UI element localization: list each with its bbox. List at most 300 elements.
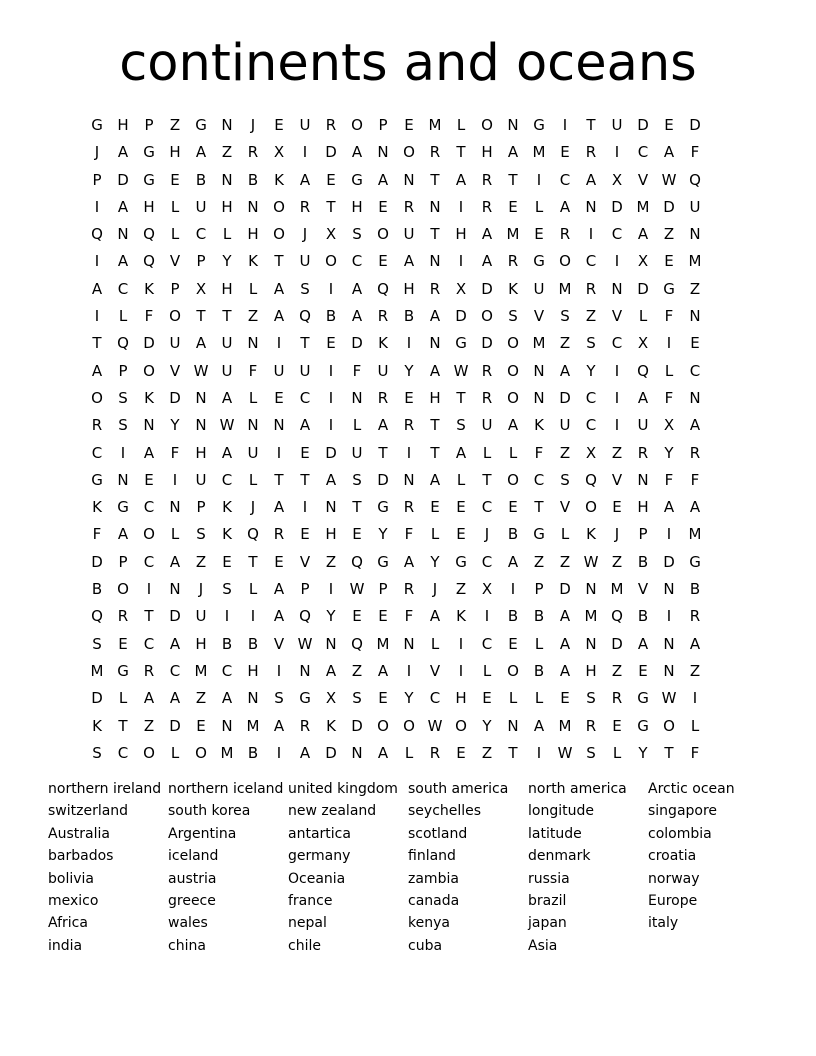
- grid-cell[interactable]: E: [196, 716, 206, 735]
- grid-cell[interactable]: D: [91, 552, 103, 571]
- grid-cell[interactable]: R: [585, 279, 597, 298]
- grid-cell[interactable]: S: [92, 743, 102, 762]
- grid-cell[interactable]: A: [689, 416, 701, 435]
- grid-cell[interactable]: N: [507, 116, 519, 134]
- grid-cell[interactable]: I: [276, 661, 282, 680]
- grid-cell[interactable]: A: [117, 252, 129, 271]
- grid-cell[interactable]: B: [533, 661, 545, 680]
- grid-cell[interactable]: J: [94, 143, 100, 162]
- grid-cell[interactable]: H: [429, 388, 441, 407]
- grid-cell[interactable]: C: [689, 361, 701, 380]
- grid-cell[interactable]: S: [92, 634, 102, 653]
- grid-cell[interactable]: W: [661, 689, 677, 708]
- grid-cell[interactable]: X: [637, 252, 649, 271]
- grid-cell[interactable]: S: [352, 225, 362, 244]
- grid-cell[interactable]: O: [507, 361, 519, 380]
- grid-cell[interactable]: D: [351, 716, 363, 735]
- grid-cell[interactable]: H: [455, 225, 467, 244]
- grid-cell[interactable]: L: [404, 743, 414, 762]
- grid-cell[interactable]: I: [328, 416, 334, 435]
- grid-cell[interactable]: M: [532, 143, 546, 162]
- grid-cell[interactable]: A: [377, 416, 389, 435]
- grid-cell[interactable]: E: [456, 743, 466, 762]
- grid-cell[interactable]: Y: [222, 252, 232, 271]
- grid-cell[interactable]: Z: [221, 143, 233, 162]
- grid-cell[interactable]: I: [302, 143, 308, 162]
- grid-cell[interactable]: Q: [351, 552, 363, 571]
- grid-cell[interactable]: D: [689, 116, 701, 134]
- grid-cell[interactable]: L: [248, 388, 258, 407]
- grid-cell[interactable]: E: [404, 388, 414, 407]
- grid-cell[interactable]: T: [430, 225, 440, 244]
- grid-cell[interactable]: M: [376, 634, 390, 653]
- grid-cell[interactable]: J: [432, 580, 438, 599]
- grid-cell[interactable]: F: [690, 743, 700, 762]
- grid-cell[interactable]: I: [94, 252, 100, 271]
- grid-cell[interactable]: A: [143, 443, 155, 462]
- grid-cell[interactable]: Q: [247, 525, 259, 544]
- grid-cell[interactable]: Z: [689, 661, 701, 680]
- grid-cell[interactable]: R: [481, 388, 493, 407]
- grid-cell[interactable]: V: [637, 580, 649, 599]
- grid-cell[interactable]: B: [91, 580, 103, 599]
- grid-cell[interactable]: P: [118, 361, 128, 380]
- grid-cell[interactable]: O: [403, 716, 415, 735]
- grid-cell[interactable]: Z: [585, 307, 597, 326]
- grid-cell[interactable]: G: [377, 552, 389, 571]
- grid-cell[interactable]: A: [169, 552, 181, 571]
- grid-cell[interactable]: H: [403, 279, 415, 298]
- grid-cell[interactable]: L: [170, 525, 180, 544]
- grid-cell[interactable]: N: [273, 416, 285, 435]
- grid-cell[interactable]: I: [614, 388, 620, 407]
- grid-cell[interactable]: I: [172, 470, 178, 489]
- grid-cell[interactable]: I: [94, 197, 100, 216]
- grid-cell[interactable]: Z: [351, 661, 363, 680]
- grid-cell[interactable]: A: [299, 416, 311, 435]
- grid-cell[interactable]: D: [351, 334, 363, 353]
- grid-cell[interactable]: A: [455, 443, 467, 462]
- grid-cell[interactable]: R: [403, 580, 415, 599]
- grid-cell[interactable]: L: [508, 689, 518, 708]
- grid-cell[interactable]: N: [611, 279, 623, 298]
- grid-cell[interactable]: I: [562, 116, 568, 134]
- grid-cell[interactable]: A: [273, 580, 285, 599]
- grid-cell[interactable]: V: [169, 361, 181, 380]
- grid-cell[interactable]: Z: [169, 116, 181, 134]
- grid-cell[interactable]: D: [559, 580, 571, 599]
- grid-cell[interactable]: G: [117, 498, 129, 517]
- grid-cell[interactable]: L: [534, 689, 544, 708]
- grid-cell[interactable]: A: [117, 525, 129, 544]
- grid-cell[interactable]: S: [560, 470, 570, 489]
- grid-cell[interactable]: W: [349, 580, 365, 599]
- grid-cell[interactable]: R: [403, 498, 415, 517]
- grid-cell[interactable]: S: [586, 689, 596, 708]
- grid-cell[interactable]: C: [481, 498, 493, 517]
- grid-cell[interactable]: F: [690, 470, 700, 489]
- grid-cell[interactable]: T: [430, 170, 440, 189]
- grid-cell[interactable]: I: [302, 498, 308, 517]
- grid-cell[interactable]: S: [352, 689, 362, 708]
- grid-cell[interactable]: N: [637, 470, 649, 489]
- grid-cell[interactable]: E: [534, 225, 544, 244]
- grid-cell[interactable]: T: [456, 388, 466, 407]
- grid-cell[interactable]: X: [663, 416, 675, 435]
- grid-cell[interactable]: M: [532, 334, 546, 353]
- grid-cell[interactable]: B: [637, 607, 649, 626]
- grid-cell[interactable]: G: [377, 498, 389, 517]
- grid-cell[interactable]: C: [559, 170, 571, 189]
- grid-cell[interactable]: V: [429, 661, 441, 680]
- grid-cell[interactable]: G: [455, 552, 467, 571]
- grid-cell[interactable]: Z: [559, 443, 571, 462]
- grid-cell[interactable]: L: [248, 279, 258, 298]
- grid-cell[interactable]: O: [169, 307, 181, 326]
- grid-cell[interactable]: A: [117, 197, 129, 216]
- grid-cell[interactable]: S: [508, 307, 518, 326]
- grid-cell[interactable]: X: [585, 443, 597, 462]
- grid-cell[interactable]: S: [456, 416, 466, 435]
- grid-cell[interactable]: A: [481, 252, 493, 271]
- grid-cell[interactable]: U: [403, 225, 415, 244]
- grid-cell[interactable]: O: [325, 252, 337, 271]
- grid-cell[interactable]: T: [144, 607, 154, 626]
- grid-cell[interactable]: Y: [326, 607, 336, 626]
- grid-cell[interactable]: A: [351, 307, 363, 326]
- grid-cell[interactable]: S: [118, 416, 128, 435]
- grid-cell[interactable]: A: [273, 607, 285, 626]
- grid-cell[interactable]: C: [429, 689, 441, 708]
- grid-cell[interactable]: S: [560, 307, 570, 326]
- grid-cell[interactable]: F: [352, 361, 362, 380]
- grid-cell[interactable]: V: [273, 634, 285, 653]
- grid-cell[interactable]: R: [325, 116, 337, 134]
- grid-cell[interactable]: M: [246, 716, 260, 735]
- grid-cell[interactable]: U: [221, 361, 233, 380]
- grid-cell[interactable]: D: [325, 143, 337, 162]
- grid-cell[interactable]: U: [195, 197, 207, 216]
- grid-cell[interactable]: L: [482, 661, 492, 680]
- grid-cell[interactable]: O: [273, 197, 285, 216]
- grid-cell[interactable]: E: [300, 443, 310, 462]
- grid-cell[interactable]: M: [584, 607, 598, 626]
- grid-cell[interactable]: N: [403, 170, 415, 189]
- grid-cell[interactable]: G: [143, 170, 155, 189]
- grid-cell[interactable]: A: [559, 197, 571, 216]
- grid-cell[interactable]: K: [92, 716, 102, 735]
- grid-cell[interactable]: R: [689, 443, 701, 462]
- grid-cell[interactable]: E: [326, 170, 336, 189]
- grid-cell[interactable]: I: [666, 525, 672, 544]
- grid-cell[interactable]: T: [508, 743, 518, 762]
- grid-cell[interactable]: U: [169, 334, 181, 353]
- grid-cell[interactable]: T: [430, 443, 440, 462]
- grid-cell[interactable]: R: [585, 143, 597, 162]
- grid-cell[interactable]: T: [378, 443, 388, 462]
- grid-cell[interactable]: Z: [481, 743, 493, 762]
- grid-cell[interactable]: A: [117, 143, 129, 162]
- grid-cell[interactable]: S: [274, 689, 284, 708]
- grid-cell[interactable]: M: [558, 279, 572, 298]
- grid-cell[interactable]: D: [611, 634, 623, 653]
- grid-cell[interactable]: C: [169, 661, 181, 680]
- grid-cell[interactable]: V: [611, 470, 623, 489]
- grid-cell[interactable]: Y: [404, 361, 414, 380]
- grid-cell[interactable]: R: [481, 170, 493, 189]
- grid-cell[interactable]: X: [273, 143, 285, 162]
- grid-cell[interactable]: U: [611, 116, 623, 134]
- grid-cell[interactable]: N: [247, 416, 259, 435]
- grid-cell[interactable]: G: [689, 552, 701, 571]
- grid-cell[interactable]: E: [326, 334, 336, 353]
- grid-cell[interactable]: F: [664, 470, 674, 489]
- grid-cell[interactable]: N: [221, 116, 233, 134]
- grid-cell[interactable]: F: [664, 307, 674, 326]
- grid-cell[interactable]: E: [690, 334, 700, 353]
- grid-cell[interactable]: I: [146, 580, 152, 599]
- grid-cell[interactable]: H: [221, 279, 233, 298]
- grid-cell[interactable]: C: [481, 634, 493, 653]
- grid-cell[interactable]: Q: [637, 361, 649, 380]
- grid-cell[interactable]: N: [247, 689, 259, 708]
- grid-cell[interactable]: O: [143, 361, 155, 380]
- grid-cell[interactable]: A: [533, 716, 545, 735]
- grid-cell[interactable]: G: [299, 689, 311, 708]
- grid-cell[interactable]: O: [481, 307, 493, 326]
- grid-cell[interactable]: K: [222, 525, 232, 544]
- grid-cell[interactable]: R: [559, 225, 571, 244]
- grid-cell[interactable]: I: [406, 661, 412, 680]
- grid-cell[interactable]: S: [586, 334, 596, 353]
- grid-cell[interactable]: I: [120, 443, 126, 462]
- grid-cell[interactable]: R: [143, 661, 155, 680]
- grid-cell[interactable]: A: [559, 634, 571, 653]
- grid-cell[interactable]: P: [378, 580, 388, 599]
- grid-cell[interactable]: Z: [195, 552, 207, 571]
- grid-cell[interactable]: T: [456, 143, 466, 162]
- grid-cell[interactable]: K: [274, 170, 284, 189]
- grid-cell[interactable]: C: [611, 334, 623, 353]
- grid-cell[interactable]: D: [481, 334, 493, 353]
- grid-cell[interactable]: H: [455, 689, 467, 708]
- grid-cell[interactable]: L: [612, 743, 622, 762]
- grid-cell[interactable]: O: [507, 388, 519, 407]
- grid-cell[interactable]: E: [144, 470, 154, 489]
- grid-cell[interactable]: X: [195, 279, 207, 298]
- grid-cell[interactable]: D: [143, 334, 155, 353]
- grid-cell[interactable]: V: [169, 252, 181, 271]
- grid-cell[interactable]: W: [583, 552, 599, 571]
- grid-cell[interactable]: R: [611, 689, 623, 708]
- grid-cell[interactable]: A: [403, 552, 415, 571]
- grid-cell[interactable]: R: [689, 607, 701, 626]
- grid-cell[interactable]: A: [377, 661, 389, 680]
- grid-cell[interactable]: E: [664, 252, 674, 271]
- grid-cell[interactable]: T: [508, 170, 518, 189]
- grid-cell[interactable]: A: [351, 279, 363, 298]
- grid-cell[interactable]: U: [299, 361, 311, 380]
- grid-cell[interactable]: E: [612, 498, 622, 517]
- grid-cell[interactable]: N: [169, 498, 181, 517]
- grid-cell[interactable]: I: [458, 252, 464, 271]
- grid-cell[interactable]: Y: [170, 416, 180, 435]
- grid-cell[interactable]: K: [92, 498, 102, 517]
- grid-cell[interactable]: E: [352, 607, 362, 626]
- grid-cell[interactable]: T: [274, 470, 284, 489]
- grid-cell[interactable]: A: [169, 689, 181, 708]
- grid-cell[interactable]: I: [484, 607, 490, 626]
- grid-cell[interactable]: N: [117, 470, 129, 489]
- grid-cell[interactable]: I: [666, 607, 672, 626]
- grid-cell[interactable]: E: [274, 116, 284, 134]
- grid-cell[interactable]: T: [274, 252, 284, 271]
- grid-cell[interactable]: Q: [143, 252, 155, 271]
- grid-cell[interactable]: U: [351, 443, 363, 462]
- grid-cell[interactable]: M: [428, 116, 442, 134]
- grid-cell[interactable]: H: [221, 197, 233, 216]
- grid-cell[interactable]: Q: [611, 607, 623, 626]
- grid-cell[interactable]: B: [533, 607, 545, 626]
- grid-cell[interactable]: B: [325, 307, 337, 326]
- grid-cell[interactable]: S: [118, 388, 128, 407]
- grid-cell[interactable]: Q: [299, 307, 311, 326]
- grid-cell[interactable]: R: [403, 416, 415, 435]
- grid-cell[interactable]: T: [430, 416, 440, 435]
- grid-cell[interactable]: D: [663, 197, 675, 216]
- grid-cell[interactable]: T: [664, 743, 674, 762]
- grid-cell[interactable]: O: [377, 716, 389, 735]
- grid-cell[interactable]: R: [481, 197, 493, 216]
- grid-cell[interactable]: V: [299, 552, 311, 571]
- grid-cell[interactable]: T: [92, 334, 102, 353]
- grid-cell[interactable]: C: [481, 552, 493, 571]
- grid-cell[interactable]: J: [614, 525, 620, 544]
- grid-cell[interactable]: N: [351, 743, 363, 762]
- grid-cell[interactable]: A: [325, 661, 337, 680]
- grid-cell[interactable]: T: [222, 307, 232, 326]
- grid-cell[interactable]: N: [169, 580, 181, 599]
- grid-cell[interactable]: E: [508, 197, 518, 216]
- grid-cell[interactable]: M: [688, 252, 702, 271]
- grid-cell[interactable]: N: [507, 716, 519, 735]
- grid-cell[interactable]: I: [94, 307, 100, 326]
- grid-cell[interactable]: G: [533, 525, 545, 544]
- grid-cell[interactable]: T: [196, 307, 206, 326]
- grid-cell[interactable]: F: [404, 525, 414, 544]
- grid-cell[interactable]: H: [143, 197, 155, 216]
- grid-cell[interactable]: G: [117, 661, 129, 680]
- grid-cell[interactable]: I: [614, 416, 620, 435]
- grid-cell[interactable]: F: [92, 525, 102, 544]
- grid-cell[interactable]: U: [559, 416, 571, 435]
- grid-cell[interactable]: W: [427, 716, 443, 735]
- grid-cell[interactable]: Q: [91, 607, 103, 626]
- grid-cell[interactable]: O: [195, 743, 207, 762]
- grid-cell[interactable]: C: [611, 225, 623, 244]
- grid-cell[interactable]: Y: [482, 716, 492, 735]
- grid-cell[interactable]: A: [351, 143, 363, 162]
- grid-cell[interactable]: I: [328, 580, 334, 599]
- grid-cell[interactable]: K: [144, 279, 154, 298]
- grid-cell[interactable]: A: [507, 552, 519, 571]
- grid-cell[interactable]: I: [614, 361, 620, 380]
- grid-cell[interactable]: J: [302, 225, 308, 244]
- grid-cell[interactable]: A: [403, 252, 415, 271]
- grid-cell[interactable]: P: [170, 279, 180, 298]
- grid-cell[interactable]: T: [118, 716, 128, 735]
- grid-cell[interactable]: E: [508, 498, 518, 517]
- grid-cell[interactable]: A: [273, 307, 285, 326]
- grid-cell[interactable]: P: [534, 580, 544, 599]
- grid-cell[interactable]: A: [429, 470, 441, 489]
- grid-cell[interactable]: X: [325, 689, 337, 708]
- grid-cell[interactable]: A: [429, 307, 441, 326]
- grid-cell[interactable]: A: [169, 634, 181, 653]
- grid-cell[interactable]: A: [559, 361, 571, 380]
- grid-cell[interactable]: I: [328, 361, 334, 380]
- grid-cell[interactable]: D: [377, 470, 389, 489]
- grid-cell[interactable]: A: [429, 361, 441, 380]
- grid-cell[interactable]: O: [117, 580, 129, 599]
- grid-cell[interactable]: A: [689, 498, 701, 517]
- grid-cell[interactable]: M: [194, 661, 208, 680]
- grid-cell[interactable]: T: [352, 498, 362, 517]
- grid-cell[interactable]: Z: [533, 552, 545, 571]
- grid-cell[interactable]: O: [585, 498, 597, 517]
- grid-cell[interactable]: A: [91, 279, 103, 298]
- grid-cell[interactable]: D: [169, 607, 181, 626]
- grid-cell[interactable]: H: [637, 498, 649, 517]
- grid-cell[interactable]: E: [638, 661, 648, 680]
- grid-cell[interactable]: F: [248, 361, 258, 380]
- grid-cell[interactable]: V: [611, 307, 623, 326]
- grid-cell[interactable]: V: [533, 307, 545, 326]
- grid-cell[interactable]: A: [481, 225, 493, 244]
- grid-cell[interactable]: X: [611, 170, 623, 189]
- grid-cell[interactable]: O: [507, 334, 519, 353]
- grid-cell[interactable]: R: [299, 197, 311, 216]
- grid-cell[interactable]: N: [689, 225, 701, 244]
- grid-cell[interactable]: O: [143, 525, 155, 544]
- grid-cell[interactable]: F: [404, 607, 414, 626]
- grid-cell[interactable]: Z: [559, 334, 571, 353]
- grid-cell[interactable]: N: [299, 661, 311, 680]
- grid-cell[interactable]: I: [536, 743, 542, 762]
- grid-cell[interactable]: I: [458, 634, 464, 653]
- grid-cell[interactable]: N: [533, 361, 545, 380]
- grid-cell[interactable]: H: [195, 443, 207, 462]
- grid-cell[interactable]: A: [299, 743, 311, 762]
- grid-cell[interactable]: L: [690, 716, 700, 735]
- grid-cell[interactable]: C: [221, 661, 233, 680]
- grid-cell[interactable]: O: [273, 225, 285, 244]
- grid-cell[interactable]: N: [403, 470, 415, 489]
- grid-cell[interactable]: E: [300, 525, 310, 544]
- grid-cell[interactable]: D: [169, 388, 181, 407]
- grid-cell[interactable]: E: [430, 498, 440, 517]
- grid-cell[interactable]: A: [559, 607, 571, 626]
- grid-cell[interactable]: N: [533, 388, 545, 407]
- grid-cell[interactable]: G: [455, 334, 467, 353]
- grid-cell[interactable]: P: [378, 116, 388, 134]
- grid-cell[interactable]: E: [274, 388, 284, 407]
- grid-cell[interactable]: L: [456, 470, 466, 489]
- grid-cell[interactable]: E: [664, 116, 674, 134]
- grid-cell[interactable]: K: [326, 716, 336, 735]
- grid-cell[interactable]: E: [378, 197, 388, 216]
- grid-cell[interactable]: T: [300, 334, 310, 353]
